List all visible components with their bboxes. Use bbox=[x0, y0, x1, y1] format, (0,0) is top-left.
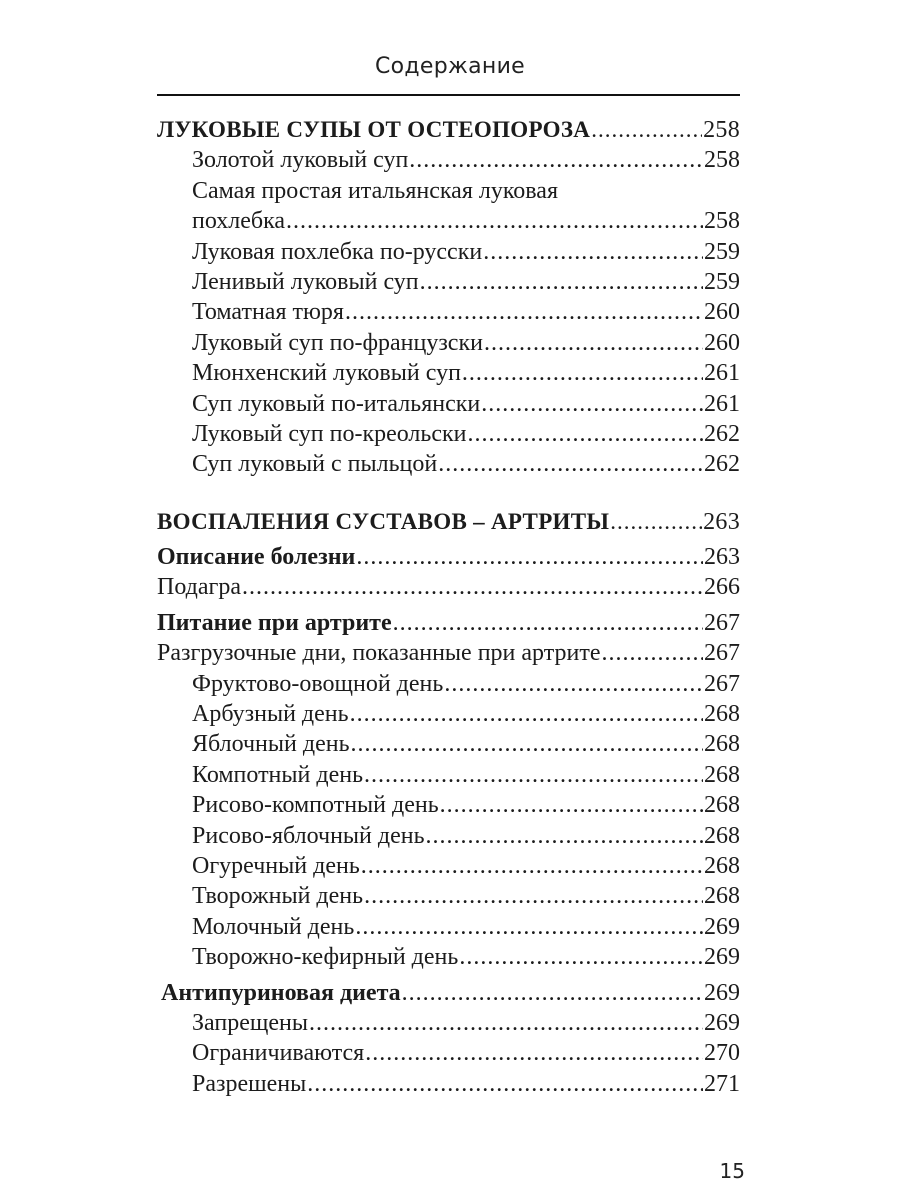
section-gap bbox=[157, 480, 740, 507]
toc-chapter-heading[interactable] bbox=[157, 115, 740, 145]
dot-leader bbox=[409, 145, 703, 175]
toc-page-number: 268 bbox=[704, 701, 740, 728]
toc-entry[interactable] bbox=[157, 912, 740, 942]
toc-entry-title: Молочный день bbox=[192, 913, 355, 940]
toc-subheading[interactable] bbox=[157, 542, 740, 572]
toc-entry[interactable] bbox=[157, 638, 740, 668]
toc-entry-title: Разрешены bbox=[192, 1070, 307, 1097]
toc-page-number: 260 bbox=[704, 329, 740, 356]
dot-leader bbox=[468, 419, 703, 449]
toc-entry[interactable] bbox=[157, 358, 740, 388]
toc-entry-title: Запрещены bbox=[192, 1009, 308, 1036]
dot-leader bbox=[483, 237, 703, 267]
toc-entry-title: Подагра bbox=[157, 574, 241, 601]
toc-page-number: 269 bbox=[704, 913, 740, 940]
toc-entry-title: Луковая похлебка по-русски bbox=[192, 238, 483, 265]
dot-leader bbox=[402, 978, 703, 1008]
toc-chapter-heading[interactable] bbox=[157, 507, 740, 537]
dot-leader bbox=[610, 507, 702, 537]
toc-entry[interactable] bbox=[157, 1038, 740, 1068]
toc-page-number: 267 bbox=[704, 609, 740, 636]
toc-page-number: 268 bbox=[704, 852, 740, 879]
toc-page-number: 263 bbox=[704, 544, 740, 571]
toc-subheading[interactable] bbox=[157, 608, 740, 638]
toc-entry[interactable] bbox=[157, 1069, 740, 1099]
toc-entry[interactable] bbox=[157, 729, 740, 759]
dot-leader bbox=[459, 942, 703, 972]
toc-entry-title: Луковый суп по-креольски bbox=[192, 420, 467, 447]
toc-entry-title: Рисово-яблочный день bbox=[192, 822, 425, 849]
toc-entry[interactable] bbox=[157, 297, 740, 327]
toc-page-number: 270 bbox=[704, 1040, 740, 1067]
toc-page-number: 263 bbox=[703, 508, 740, 535]
toc-subheading[interactable] bbox=[157, 978, 740, 1008]
toc-entry[interactable] bbox=[157, 1008, 740, 1038]
dot-leader bbox=[351, 729, 703, 759]
dot-leader bbox=[426, 821, 703, 851]
toc-entry[interactable] bbox=[157, 760, 740, 790]
dot-leader bbox=[286, 206, 703, 236]
toc-entry-title: ВОСПАЛЕНИЯ СУСТАВОВ – АРТРИТЫ bbox=[157, 508, 610, 534]
toc-entry[interactable] bbox=[157, 237, 740, 267]
dot-leader bbox=[355, 912, 703, 942]
toc-entry-title: Яблочный день bbox=[192, 731, 350, 758]
dot-leader bbox=[309, 1008, 703, 1038]
dot-leader bbox=[364, 760, 703, 790]
toc-entry[interactable] bbox=[157, 206, 740, 236]
toc-page-number: 269 bbox=[704, 979, 740, 1006]
toc-page-number: 266 bbox=[704, 574, 740, 601]
toc-entry[interactable] bbox=[157, 699, 740, 729]
toc-entry-title: Золотой луковый суп bbox=[192, 147, 409, 174]
toc-page-number: 259 bbox=[704, 238, 740, 265]
toc-page-number: 267 bbox=[704, 640, 740, 667]
dot-leader bbox=[364, 881, 703, 911]
toc-page-number: 267 bbox=[704, 670, 740, 697]
dot-leader bbox=[462, 358, 703, 388]
toc-page-number: 268 bbox=[704, 792, 740, 819]
dot-leader bbox=[356, 542, 703, 572]
toc-entry[interactable] bbox=[157, 419, 740, 449]
toc-page-number: 268 bbox=[704, 822, 740, 849]
toc-entry-title: Рисово-компотный день bbox=[192, 792, 439, 819]
dot-leader bbox=[361, 851, 703, 881]
toc-page-number: 271 bbox=[704, 1070, 740, 1097]
toc-entry-title: Суп луковый с пыльцой bbox=[192, 451, 438, 478]
header-rule bbox=[157, 94, 740, 96]
dot-leader bbox=[420, 267, 703, 297]
dot-leader bbox=[393, 608, 703, 638]
dot-leader bbox=[438, 449, 703, 479]
toc-page-number: 268 bbox=[704, 883, 740, 910]
toc-entry-title: Описание болезни bbox=[157, 544, 356, 571]
dot-leader bbox=[365, 1038, 703, 1068]
toc-page-number: 262 bbox=[704, 420, 740, 447]
toc-page-number: 262 bbox=[704, 451, 740, 478]
toc-entry[interactable] bbox=[157, 449, 740, 479]
toc-entry-title: ЛУКОВЫЕ СУПЫ ОТ ОСТЕОПОРОЗА bbox=[157, 117, 591, 142]
toc-entry-title: Творожно-кефирный день bbox=[192, 944, 459, 971]
toc-page-number: 260 bbox=[704, 299, 740, 326]
toc-entry-title: Томатная тюря bbox=[192, 299, 344, 326]
dot-leader bbox=[307, 1069, 703, 1099]
dot-leader bbox=[591, 115, 702, 145]
toc-entry-title-continued: похлебка bbox=[192, 208, 286, 235]
toc-page-number: 261 bbox=[704, 360, 740, 387]
toc-entry-title: Разгрузочные дни, показанные при артрите bbox=[157, 640, 601, 667]
toc-entry[interactable] bbox=[157, 389, 740, 419]
toc-entry-title: Арбузный день bbox=[192, 701, 349, 728]
toc-entry-title: Компотный день bbox=[192, 761, 364, 788]
toc-page-number: 268 bbox=[704, 731, 740, 758]
toc-entry[interactable] bbox=[157, 145, 740, 175]
toc-page-number: 269 bbox=[704, 1009, 740, 1036]
toc-page-number: 258 bbox=[704, 208, 740, 235]
toc-entry-title: Питание при артрите bbox=[157, 609, 392, 636]
toc-entry-title: Луковый суп по-французски bbox=[192, 329, 483, 356]
dot-leader bbox=[602, 638, 704, 668]
toc-entry[interactable] bbox=[157, 942, 740, 972]
dot-leader bbox=[345, 297, 703, 327]
toc-entry[interactable] bbox=[157, 821, 740, 851]
toc-entry-title: Огуречный день bbox=[192, 852, 360, 879]
toc-entry[interactable] bbox=[157, 328, 740, 358]
toc-page-number: 258 bbox=[704, 147, 740, 174]
toc-page-number: 259 bbox=[704, 268, 740, 295]
toc-entry-title: Антипуриновая диета bbox=[161, 979, 401, 1006]
toc-entry[interactable] bbox=[157, 790, 740, 820]
toc-page-number: 261 bbox=[704, 390, 740, 417]
page-number: 15 bbox=[719, 1159, 745, 1183]
dot-leader bbox=[440, 790, 703, 820]
dot-leader bbox=[242, 572, 703, 602]
toc-entry-title: Мюнхенский луковый суп bbox=[192, 360, 461, 387]
toc-entry[interactable] bbox=[157, 881, 740, 911]
toc-entry[interactable] bbox=[157, 851, 740, 881]
toc-entry[interactable] bbox=[157, 267, 740, 297]
running-header: Содержание bbox=[374, 54, 526, 79]
toc-page-number: 258 bbox=[703, 117, 740, 143]
table-of-contents bbox=[157, 115, 740, 1099]
dot-leader bbox=[350, 699, 703, 729]
toc-entry-title-line[interactable]: Самая простая итальянская луковая bbox=[192, 177, 558, 204]
toc-entry-title: Ограничиваются bbox=[192, 1040, 365, 1067]
toc-page-number: 269 bbox=[704, 944, 740, 971]
dot-leader bbox=[484, 328, 703, 358]
toc-entry-title: Фруктово-овощной день bbox=[192, 670, 444, 697]
dot-leader bbox=[481, 389, 703, 419]
toc-entry[interactable] bbox=[157, 572, 740, 602]
toc-entry[interactable] bbox=[157, 669, 740, 699]
dot-leader bbox=[444, 669, 703, 699]
toc-entry-title: Творожный день bbox=[192, 883, 364, 910]
toc-entry-title: Ленивый луковый суп bbox=[192, 268, 419, 295]
toc-entry-title: Суп луковый по-итальянски bbox=[192, 390, 481, 417]
toc-page-number: 268 bbox=[704, 761, 740, 788]
